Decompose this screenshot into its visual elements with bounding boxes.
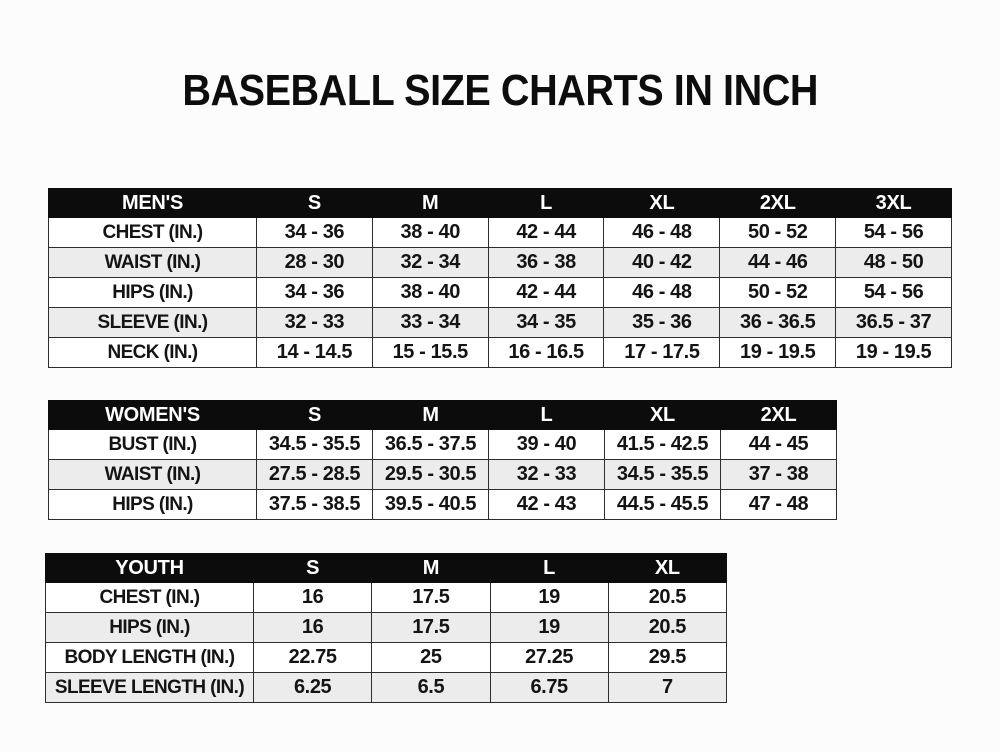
size-value: 6.5	[372, 673, 490, 703]
size-value: 42 - 44	[488, 218, 604, 248]
size-value: 38 - 40	[372, 218, 488, 248]
table-row	[49, 430, 837, 460]
row-label: HIPS (IN.)	[49, 278, 257, 308]
size-column-header: S	[257, 401, 373, 430]
row-label: BUST (IN.)	[49, 430, 257, 460]
youth-table-title-cell: YOUTH	[46, 554, 254, 583]
size-value: 16	[254, 583, 372, 613]
size-column-header: L	[488, 189, 604, 218]
size-column-header: 2XL	[721, 401, 837, 430]
size-value: 19 - 19.5	[836, 338, 952, 368]
size-value: 54 - 56	[836, 218, 952, 248]
table-header-row	[49, 401, 837, 430]
size-value: 22.75	[254, 643, 372, 673]
womens-table-title-cell: WOMEN'S	[49, 401, 257, 430]
row-label: CHEST (IN.)	[46, 583, 254, 613]
table-row	[46, 673, 727, 703]
size-value: 48 - 50	[836, 248, 952, 278]
size-value: 32 - 33	[257, 308, 373, 338]
size-column-header: XL	[608, 554, 726, 583]
page-title-text: BASEBALL SIZE CHARTS IN INCH	[182, 66, 818, 115]
size-column-header: L	[490, 554, 608, 583]
size-column-header: M	[372, 554, 490, 583]
size-column-header: L	[489, 401, 605, 430]
size-value: 14 - 14.5	[257, 338, 373, 368]
size-value: 46 - 48	[604, 278, 720, 308]
size-value: 20.5	[608, 583, 726, 613]
size-value: 29.5	[608, 643, 726, 673]
row-label: CHEST (IN.)	[49, 218, 257, 248]
size-value: 46 - 48	[604, 218, 720, 248]
row-label: BODY LENGTH (IN.)	[46, 643, 254, 673]
size-column-header: M	[372, 189, 488, 218]
size-value: 32 - 33	[489, 460, 605, 490]
size-value: 32 - 34	[372, 248, 488, 278]
youth-size-table	[45, 553, 727, 703]
table-row	[49, 308, 952, 338]
size-value: 20.5	[608, 613, 726, 643]
size-value: 36.5 - 37	[836, 308, 952, 338]
size-value: 27.25	[490, 643, 608, 673]
size-value: 33 - 34	[372, 308, 488, 338]
size-value: 19	[490, 583, 608, 613]
size-value: 37.5 - 38.5	[257, 490, 373, 520]
size-value: 44.5 - 45.5	[605, 490, 721, 520]
table-header-row	[49, 189, 952, 218]
table-row	[49, 218, 952, 248]
size-value: 34.5 - 35.5	[257, 430, 373, 460]
row-label: NECK (IN.)	[49, 338, 257, 368]
mens-table-title-cell: MEN'S	[49, 189, 257, 218]
size-value: 17 - 17.5	[604, 338, 720, 368]
row-label: HIPS (IN.)	[46, 613, 254, 643]
size-value: 34.5 - 35.5	[605, 460, 721, 490]
size-value: 7	[608, 673, 726, 703]
size-value: 6.25	[254, 673, 372, 703]
size-value: 36.5 - 37.5	[373, 430, 489, 460]
size-value: 17.5	[372, 613, 490, 643]
size-column-header: 2XL	[720, 189, 836, 218]
table-row	[49, 460, 837, 490]
size-value: 42 - 43	[489, 490, 605, 520]
size-value: 54 - 56	[836, 278, 952, 308]
table-row	[46, 643, 727, 673]
size-column-header: XL	[605, 401, 721, 430]
row-label: SLEEVE (IN.)	[49, 308, 257, 338]
row-label: WAIST (IN.)	[49, 248, 257, 278]
size-value: 34 - 36	[257, 218, 373, 248]
size-value: 16	[254, 613, 372, 643]
size-value: 40 - 42	[604, 248, 720, 278]
size-value: 38 - 40	[372, 278, 488, 308]
size-value: 29.5 - 30.5	[373, 460, 489, 490]
row-label: SLEEVE LENGTH (IN.)	[46, 673, 254, 703]
size-value: 44 - 46	[720, 248, 836, 278]
size-value: 37 - 38	[721, 460, 837, 490]
page-title	[0, 66, 1000, 116]
table-row	[49, 338, 952, 368]
mens-size-table	[48, 188, 952, 368]
size-column-header: XL	[604, 189, 720, 218]
womens-size-table	[48, 400, 837, 520]
size-value: 39.5 - 40.5	[373, 490, 489, 520]
table-row	[49, 490, 837, 520]
size-value: 36 - 36.5	[720, 308, 836, 338]
size-value: 28 - 30	[257, 248, 373, 278]
size-column-header: 3XL	[836, 189, 952, 218]
size-value: 6.75	[490, 673, 608, 703]
size-value: 34 - 35	[488, 308, 604, 338]
size-value: 50 - 52	[720, 218, 836, 248]
size-column-header: M	[373, 401, 489, 430]
size-value: 25	[372, 643, 490, 673]
size-value: 44 - 45	[721, 430, 837, 460]
row-label: HIPS (IN.)	[49, 490, 257, 520]
table-header-row	[46, 554, 727, 583]
row-label: WAIST (IN.)	[49, 460, 257, 490]
size-value: 50 - 52	[720, 278, 836, 308]
size-column-header: S	[254, 554, 372, 583]
table-row	[49, 278, 952, 308]
size-value: 19	[490, 613, 608, 643]
table-row	[49, 248, 952, 278]
size-value: 19 - 19.5	[720, 338, 836, 368]
table-row	[46, 583, 727, 613]
size-value: 34 - 36	[257, 278, 373, 308]
size-value: 47 - 48	[721, 490, 837, 520]
table-row	[46, 613, 727, 643]
size-value: 27.5 - 28.5	[257, 460, 373, 490]
size-value: 16 - 16.5	[488, 338, 604, 368]
size-value: 42 - 44	[488, 278, 604, 308]
size-column-header: S	[257, 189, 373, 218]
size-value: 36 - 38	[488, 248, 604, 278]
size-value: 35 - 36	[604, 308, 720, 338]
size-value: 15 - 15.5	[372, 338, 488, 368]
size-value: 39 - 40	[489, 430, 605, 460]
size-value: 17.5	[372, 583, 490, 613]
size-value: 41.5 - 42.5	[605, 430, 721, 460]
